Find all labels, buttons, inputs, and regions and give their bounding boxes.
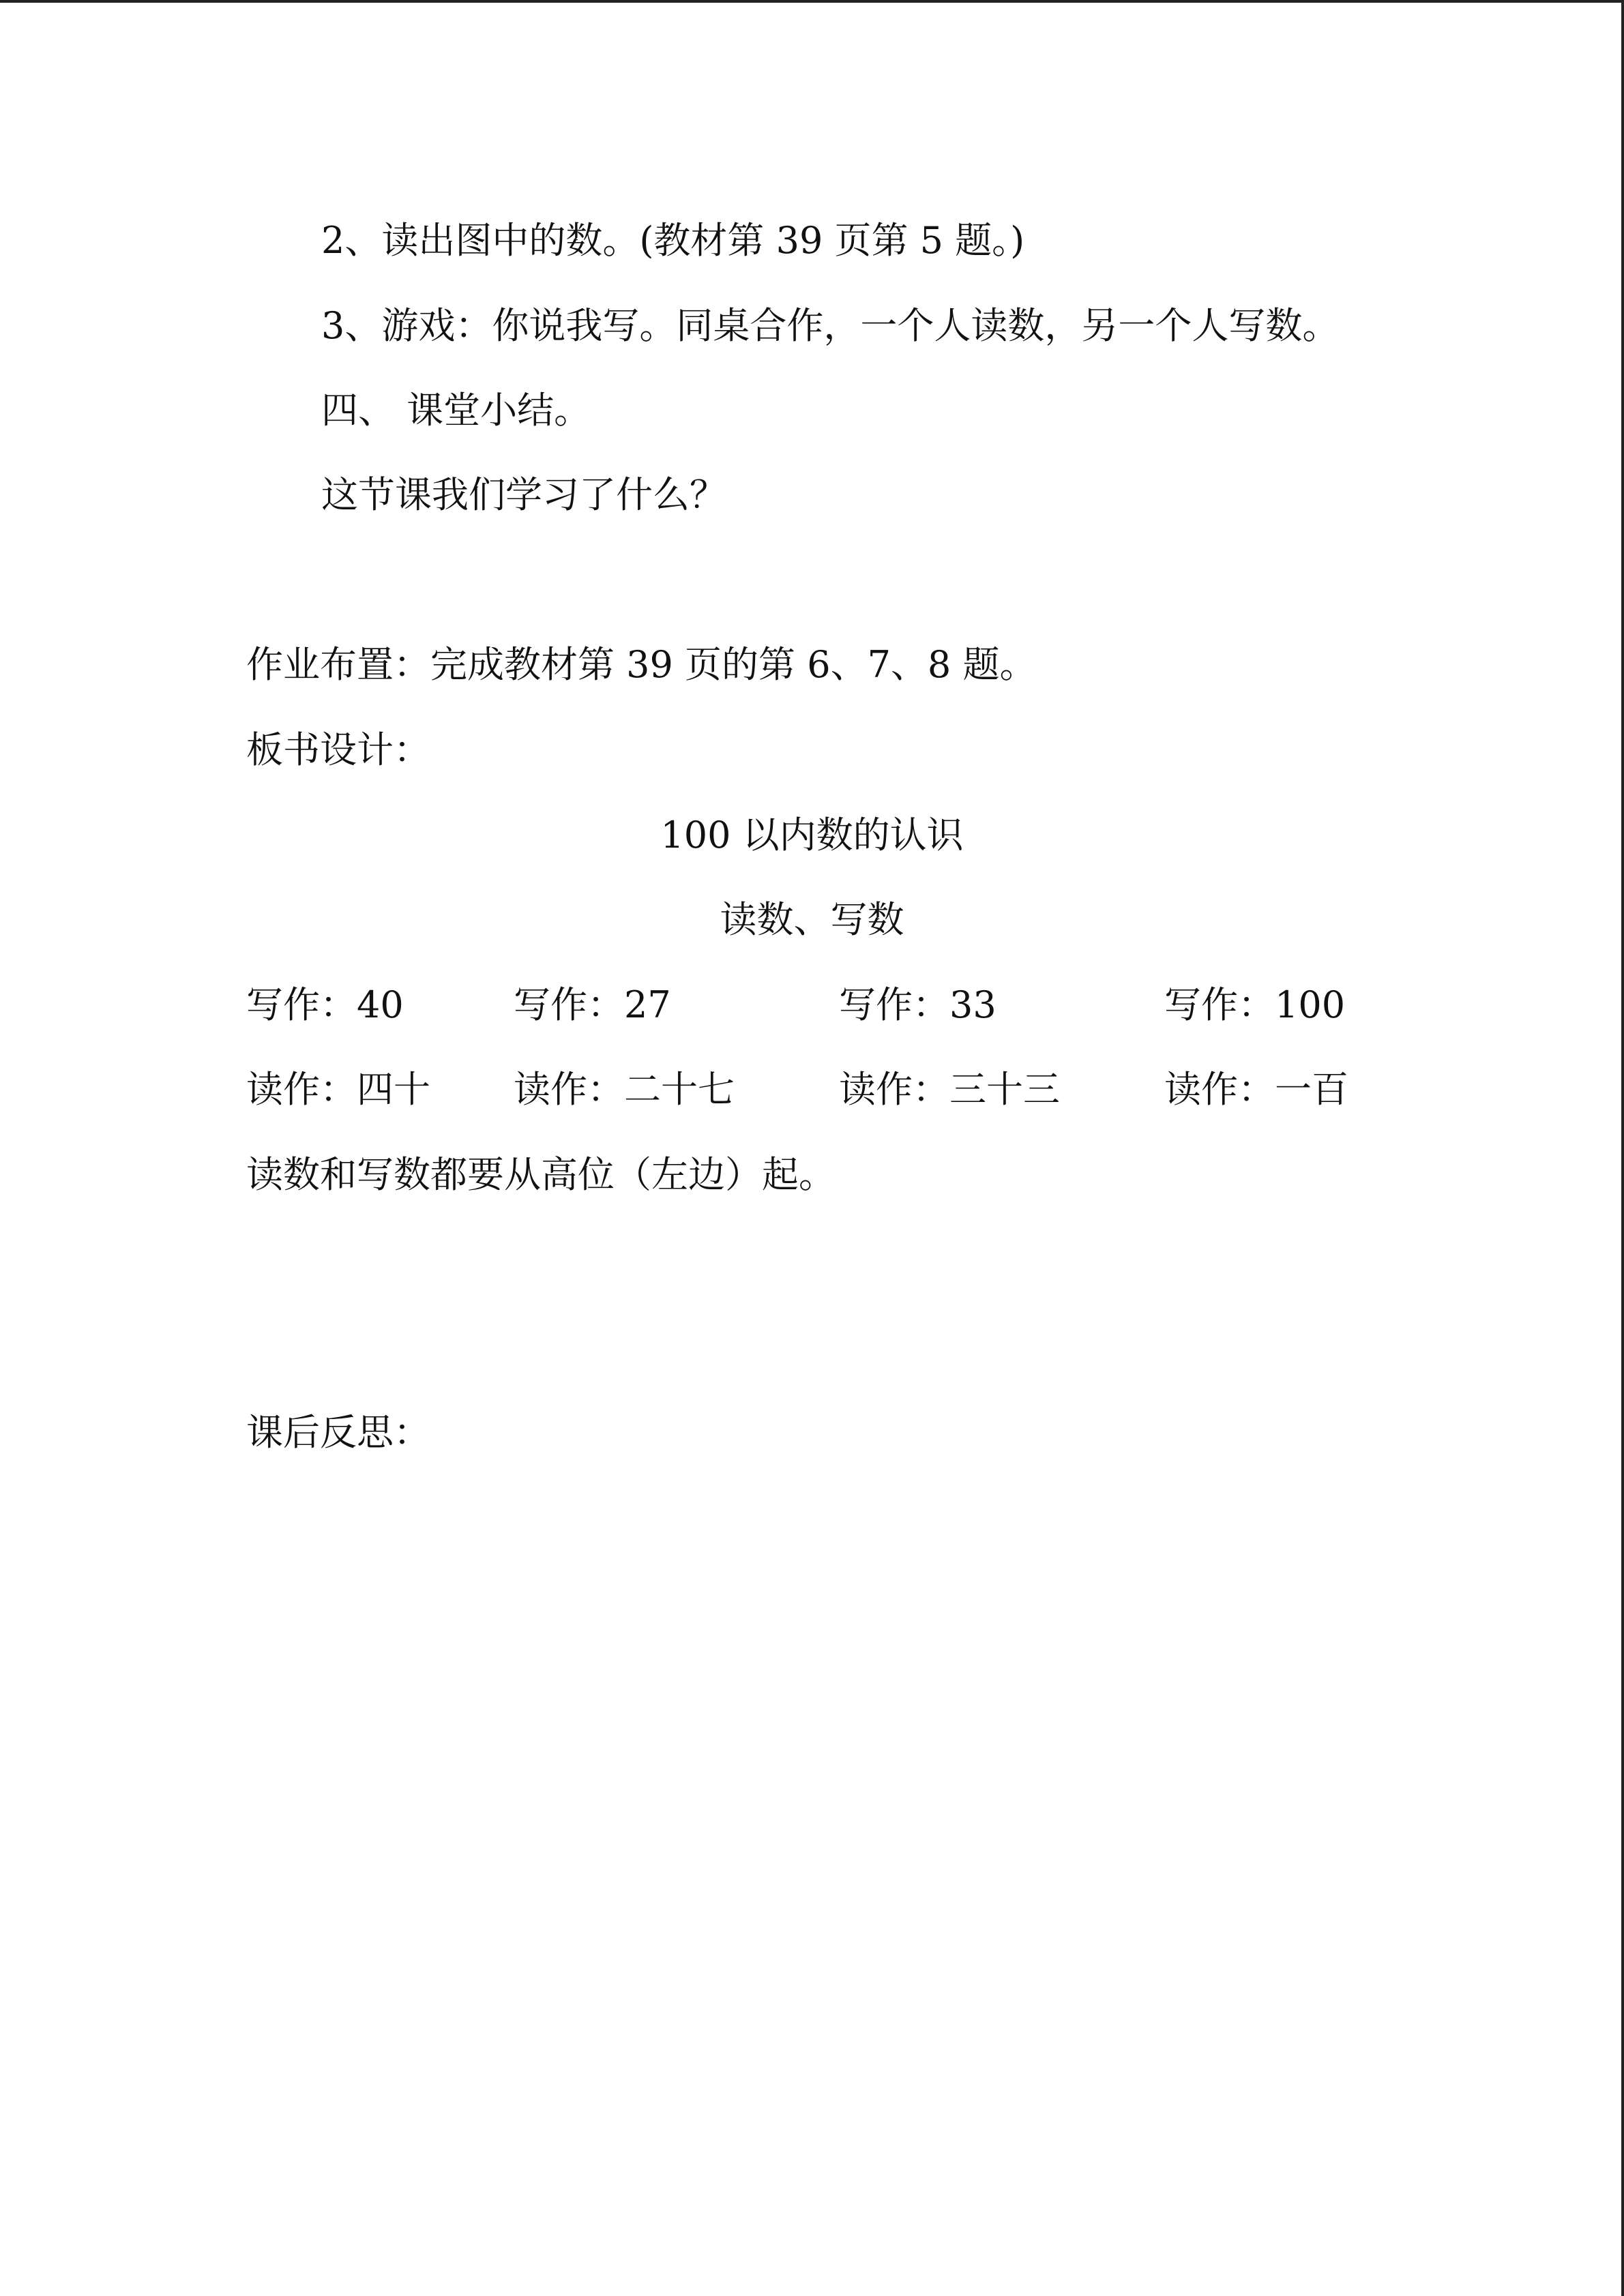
homework-line: 作业布置：完成教材第 39 页的第 6、7、8 题。 (246, 643, 1037, 686)
summary-question: 这节课我们学习了什么？ (321, 473, 726, 516)
write-cell-1: 写作：40 (246, 983, 404, 1026)
page-top-border (0, 0, 1624, 3)
board-design-label: 板书设计： (246, 728, 430, 771)
page-right-border (1621, 0, 1624, 2296)
read-cell-3: 读作：三十三 (839, 1068, 1060, 1111)
read-cell-1: 读作：四十 (246, 1068, 430, 1111)
board-title: 100 以内数的认识 (660, 814, 964, 856)
exercise-2-line: 2、读出图中的数。(教材第 39 页第 5 题。) (321, 219, 1025, 262)
reflection-label: 课后反思： (246, 1411, 430, 1454)
exercise-3-line: 3、游戏：你说我写。同桌合作，一个人读数，另一个人写数。 (321, 304, 1340, 347)
write-cell-3: 写作：33 (839, 983, 996, 1026)
section-summary-heading: 四、 课堂小结。 (321, 389, 591, 432)
write-cell-4: 写作：100 (1164, 983, 1346, 1026)
board-subtitle: 读数、写数 (720, 898, 904, 941)
read-cell-2: 读作：二十七 (514, 1068, 735, 1111)
write-cell-2: 写作：27 (514, 983, 671, 1026)
board-rule-line: 读数和写数都要从高位（左边）起。 (246, 1153, 836, 1196)
read-cell-4: 读作：一百 (1164, 1068, 1348, 1111)
